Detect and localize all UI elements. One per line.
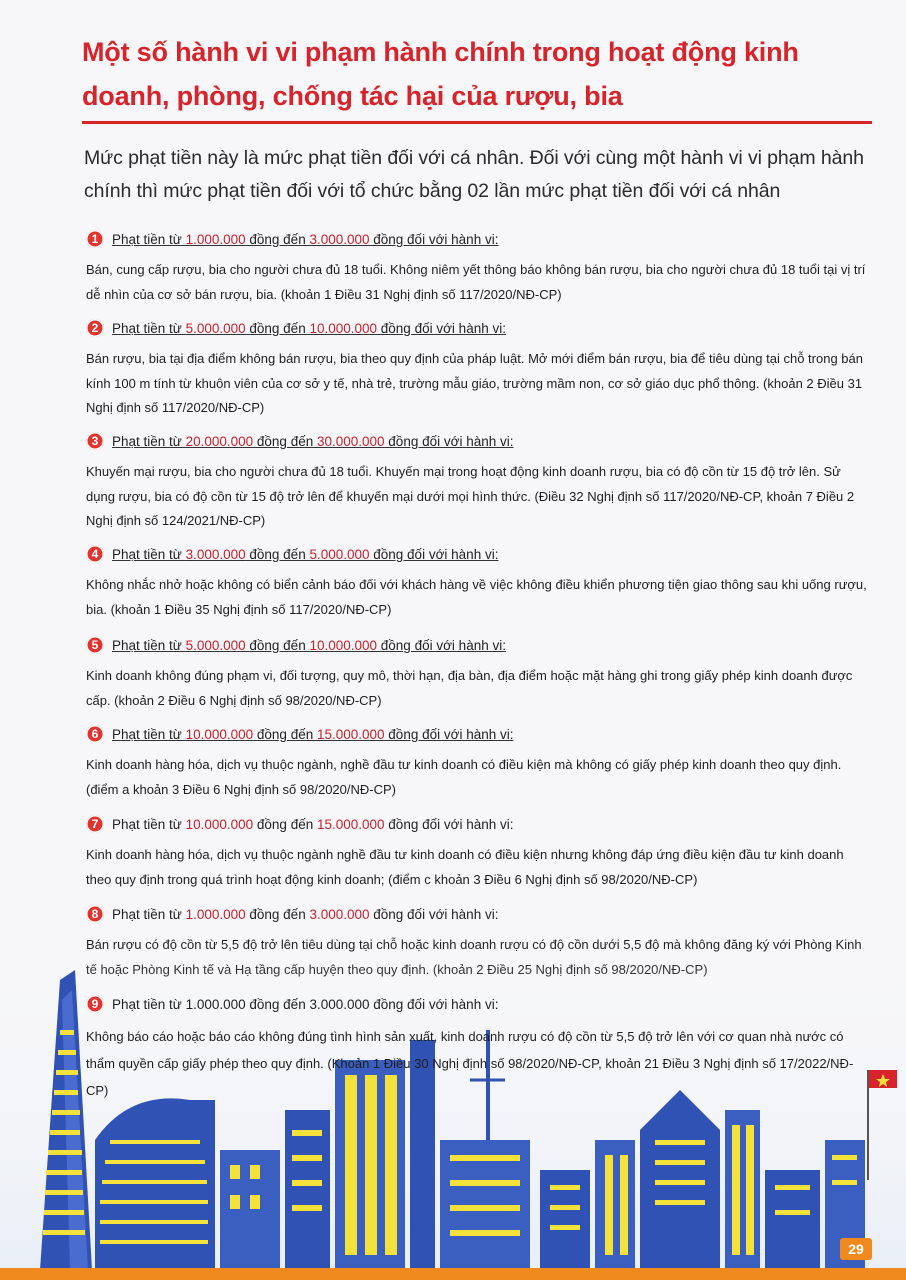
max-amount: 3.000.000 <box>309 231 370 247</box>
penalty-description: Kinh doanh không đúng phạm vi, đối tượng, quy mô, thời hạn, địa bàn, địa điểm hoặc mặt hàng ghi trong giấy phép kinh doanh được cấp. (khoản 2 Điều 6 Nghị định số 98/2020/NĐ-CP) <box>86 668 853 708</box>
min-amount: 10.000.000 <box>185 816 254 832</box>
max-amount: 5.000.000 <box>309 546 370 562</box>
penalty-description: Khuyến mại rượu, bia cho người chưa đủ 18 tuổi. Khuyến mại trong hoạt động kinh doanh rượu, bia có độ cồn từ 15 độ trở lên. Sử dụng rượu, bia có độ cồn từ 15 độ trở lên để khuyến mại dưới mọi hình thức. (Điều 32 Nghị định số 117/2020/NĐ-CP, khoản 7 Điều 2 Nghị định số 124/2021/NĐ-CP) <box>86 464 855 528</box>
penalty-heading: 3 Phạt tiền từ 20.000.000 đồng đến 30.000.000 đồng đối với hành vi: <box>86 430 872 452</box>
penalty-item <box>86 317 872 421</box>
number-badge: 3 <box>86 432 104 450</box>
max-amount: 15.000.000 <box>316 726 385 742</box>
max-amount: 3.000.000 <box>309 996 370 1012</box>
min-amount: 1.000.000 <box>185 231 246 247</box>
penalty-description: Bán rượu, bia tại địa điểm không bán rượu, bia theo quy định của pháp luật. Mở mới điểm bán rượu, bia để tiêu dùng tại chỗ trong bán kính 100 m tính từ khuôn viên của cơ sở y tế, nhà trẻ, trường mẫu giáo, trường mầm non, cơ sở giáo dục phổ thông. (khoản 2 Điều 31 Nghị định số 117/2020/NĐ-CP) <box>86 351 863 415</box>
number-badge: 9 <box>86 995 104 1013</box>
min-amount: 5.000.000 <box>185 320 246 336</box>
penalty-item <box>86 813 872 892</box>
page-title: Một số hành vi vi phạm hành chính trong hoạt động kinh doanh, phòng, chống tác hại của rượu, bia <box>82 37 799 111</box>
penalty-heading: 6 Phạt tiền từ 10.000.000 đồng đến 15.000.000 đồng đối với hành vi: <box>86 723 872 745</box>
penalty-description: Không nhắc nhở hoặc không có biển cảnh báo đối với khách hàng về việc không điều khiển phương tiện giao thông sau khi uống rượu, bia. (khoản 1 Điều 35 Nghị định số 117/2020/NĐ-CP) <box>86 577 867 617</box>
city-skyline-illustration <box>0 940 906 1280</box>
max-amount: 10.000.000 <box>309 637 378 653</box>
number-badge: 4 <box>86 545 104 563</box>
number-badge: 6 <box>86 725 104 743</box>
min-amount: 3.000.000 <box>185 546 246 562</box>
penalty-item <box>86 993 872 1104</box>
min-amount: 1.000.000 <box>185 906 246 922</box>
min-amount: 20.000.000 <box>185 433 254 449</box>
title-divider <box>82 121 872 124</box>
curved-building <box>95 1098 215 1270</box>
max-amount: 10.000.000 <box>309 320 378 336</box>
penalty-heading: 4 Phạt tiền từ 3.000.000 đồng đến 5.000.000 đồng đối với hành vi: <box>86 543 872 565</box>
max-amount: 15.000.000 <box>316 816 385 832</box>
penalty-item <box>86 634 872 713</box>
penalty-description: Kinh doanh hàng hóa, dịch vụ thuộc ngành nghề đầu tư kinh doanh có điều kiện nhưng không đáp ứng điều kiện đầu tư kinh doanh theo quy định trong quá trình hoạt động kinh doanh; (điểm c khoản 3 Điều 6 Nghị định số 98/2020/NĐ-CP) <box>86 847 844 887</box>
penalty-description: Kinh doanh hàng hóa, dịch vụ thuộc ngành, nghề đầu tư kinh doanh có điều kiện mà không có giấy phép kinh doanh theo quy định. (điểm a khoản 3 Điều 6 Nghị định số 98/2020/NĐ-CP) <box>86 757 842 797</box>
penalty-heading: 9 Phạt tiền từ 1.000.000 đồng đến 3.000.000 đồng đối với hành vi: <box>86 993 872 1015</box>
min-amount: 1.000.000 <box>185 996 246 1012</box>
penalty-item <box>86 543 872 622</box>
subtitle: Mức phạt tiền này là mức phạt tiền đối với cá nhân. Đối với cùng một hành vi vi phạm hành chính thì mức phạt tiền đối với tổ chức bằng 02 lần mức phạt tiền đối với cá nhân <box>84 147 864 202</box>
penalty-heading: 7 Phạt tiền từ 10.000.000 đồng đến 15.000.000 đồng đối với hành vi: <box>86 813 872 835</box>
bottom-orange-bar <box>0 1268 906 1280</box>
penalty-heading: 1 Phạt tiền từ 1.000.000 đồng đến 3.000.000 đồng đối với hành vi: <box>86 228 872 250</box>
penalty-description: Bán, cung cấp rượu, bia cho người chưa đủ 18 tuổi. Không niêm yết thông báo không bán rượu, bia cho người chưa đủ 18 tuổi tại vị trí dễ nhìn của cơ sở bán rượu, bia. (khoản 1 Điều 31 Nghị định số 117/2020/NĐ-CP) <box>86 262 866 302</box>
max-amount: 3.000.000 <box>309 906 370 922</box>
number-badge: 8 <box>86 905 104 923</box>
min-amount: 10.000.000 <box>185 726 254 742</box>
penalty-item <box>86 228 872 307</box>
page-number: 29 <box>840 1238 872 1260</box>
penalty-heading: 8 Phạt tiền từ 1.000.000 đồng đến 3.000.000 đồng đối với hành vi: <box>86 903 872 925</box>
number-badge: 7 <box>86 815 104 833</box>
min-amount: 5.000.000 <box>185 637 246 653</box>
penalty-item <box>86 723 872 802</box>
penalty-item <box>86 430 872 534</box>
number-badge: 2 <box>86 319 104 337</box>
penalty-heading: 5 Phạt tiền từ 5.000.000 đồng đến 10.000.000 đồng đối với hành vi: <box>86 634 872 656</box>
number-badge: 5 <box>86 636 104 654</box>
penalty-description: Không báo cáo hoặc báo cáo không đúng tình hình sản xuất, kinh doanh rượu có độ cồn từ 5,5 độ trở lên với cơ quan nhà nước có thẩm quyền cấp giấy phép theo quy định. (Khoản 1 Điều 30 Nghị định số 98/2020/NĐ-CP, khoản 21 Điều 3 Nghị định số 17/2022/NĐ-CP) <box>86 1029 854 1098</box>
max-amount: 30.000.000 <box>316 433 385 449</box>
penalty-heading: 2 Phạt tiền từ 5.000.000 đồng đến 10.000.000 đồng đối với hành vi: <box>86 317 872 339</box>
number-badge: 1 <box>86 230 104 248</box>
